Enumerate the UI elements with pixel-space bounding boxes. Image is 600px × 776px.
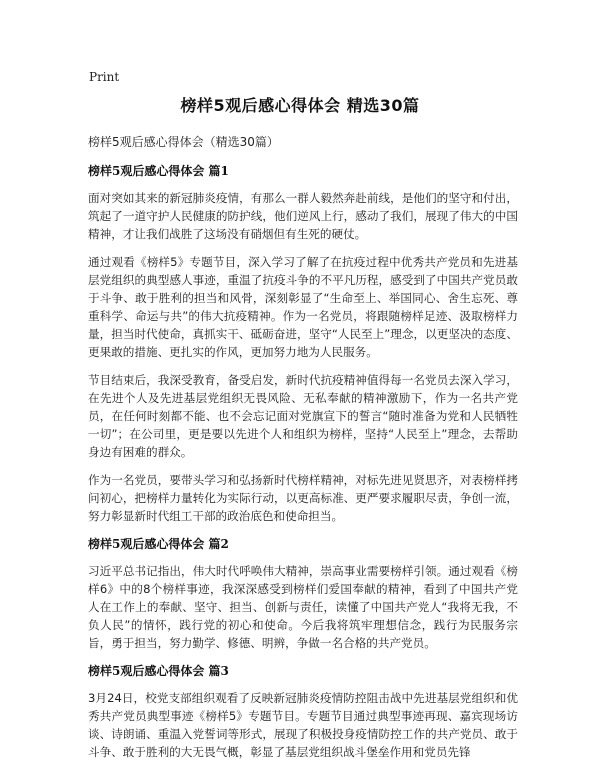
paragraph: 节目结束后，我深受教育，备受启发，新时代抗疫精神值得每一名党员去深入学习，在先进个人及先进基层党组织无畏风险、无私奉献的精神激励下，作为一名共产党员，在任何时刻都不能、也不会忘记面对党旗宣下的誓言“随时准备为党和人民牺牲一切”；在公司里，更是要以先进个人和组织为榜样，坚持“人民至上”理念，去帮助身边有困难的群众。	[88, 373, 518, 459]
section-heading: 榜样5观后感心得体会 篇2	[88, 537, 229, 551]
document-title: 榜样5观后感心得体会 精选30篇	[180, 96, 420, 115]
section-heading: 榜样5观后感心得体会 篇3	[88, 664, 229, 678]
paragraph: 习近平总书记指出，伟大时代呼唤伟大精神，崇高事业需要榜样引领。通过观看《榜样6》中的8个榜样事迹，我深深感受到榜样们爱国奉献的精神，看到了中国共产党人在工作上的奉献、坚守、担当、创新与责任，读懂了中国共产党人“我将无我，不负人民”的情怀，践行党的初心和使命。今后我将筑牢理想信念，践行为民服务宗旨，勇于担当，努力勤学、修德、明辨，争做一名合格的共产党员。	[88, 564, 518, 650]
paragraph: 通过观看《榜样5》专题节目，深入学习了解了在抗疫过程中优秀共产党员和先进基层党组织的典型感人事迹，重温了抗疫斗争的不平凡历程，感受到了中国共产党员敢于斗争、敢于胜利的担当和风骨，深刻彰显了“生命至上、举国同心、舍生忘死、尊重科学、命运与共”的伟大抗疫精神。作为一名党员，将跟随榜样足迹、汲取榜样力量，担当时代使命，真抓实干、砥砺奋进，坚守“人民至上”理念，以更坚决的态度、更果敢的措施、更扎实的作风，更加努力地为人民服务。	[88, 255, 518, 359]
section-heading: 榜样5观后感心得体会 篇1	[88, 164, 229, 178]
paragraph: 作为一名党员，要带头学习和弘扬新时代榜样精神，对标先进见贤思齐，对表榜样拷问初心，把榜样力量转化为实际行动，以更高标准、更严要求履职尽责，争创一流，努力彰显新时代组工干部的政治底色和使命担当。	[88, 473, 518, 523]
document-body	[88, 133, 518, 771]
document-subtitle: 榜样5观后感心得体会（精选30篇）	[88, 135, 279, 149]
paragraph: 3月24日，校党支部组织观看了反映新冠肺炎疫情防控阻击战中先进基层党组织和优秀共产党员典型事迹《榜样5》专题节目。专题节目通过典型事迹再现、嘉宾现场访谈、诗朗诵、重温入党誓词等形式，展现了积极投身疫情防控工作的共产党员、敢于斗争、敢于胜利的大无畏气概，彰显了基层党组织战斗堡垒作用和党员先锋	[88, 691, 518, 759]
print-label[interactable]: Print	[89, 70, 120, 84]
paragraph: 面对突如其来的新冠肺炎疫情，有那么一群人毅然奔赴前线，是他们的坚守和付出，筑起了一道守护人民健康的防护线，他们逆风上行，感动了我们，展现了伟大的中国精神，才让我们战胜了这场没有硝烟但有生死的硬仗。	[88, 191, 518, 241]
